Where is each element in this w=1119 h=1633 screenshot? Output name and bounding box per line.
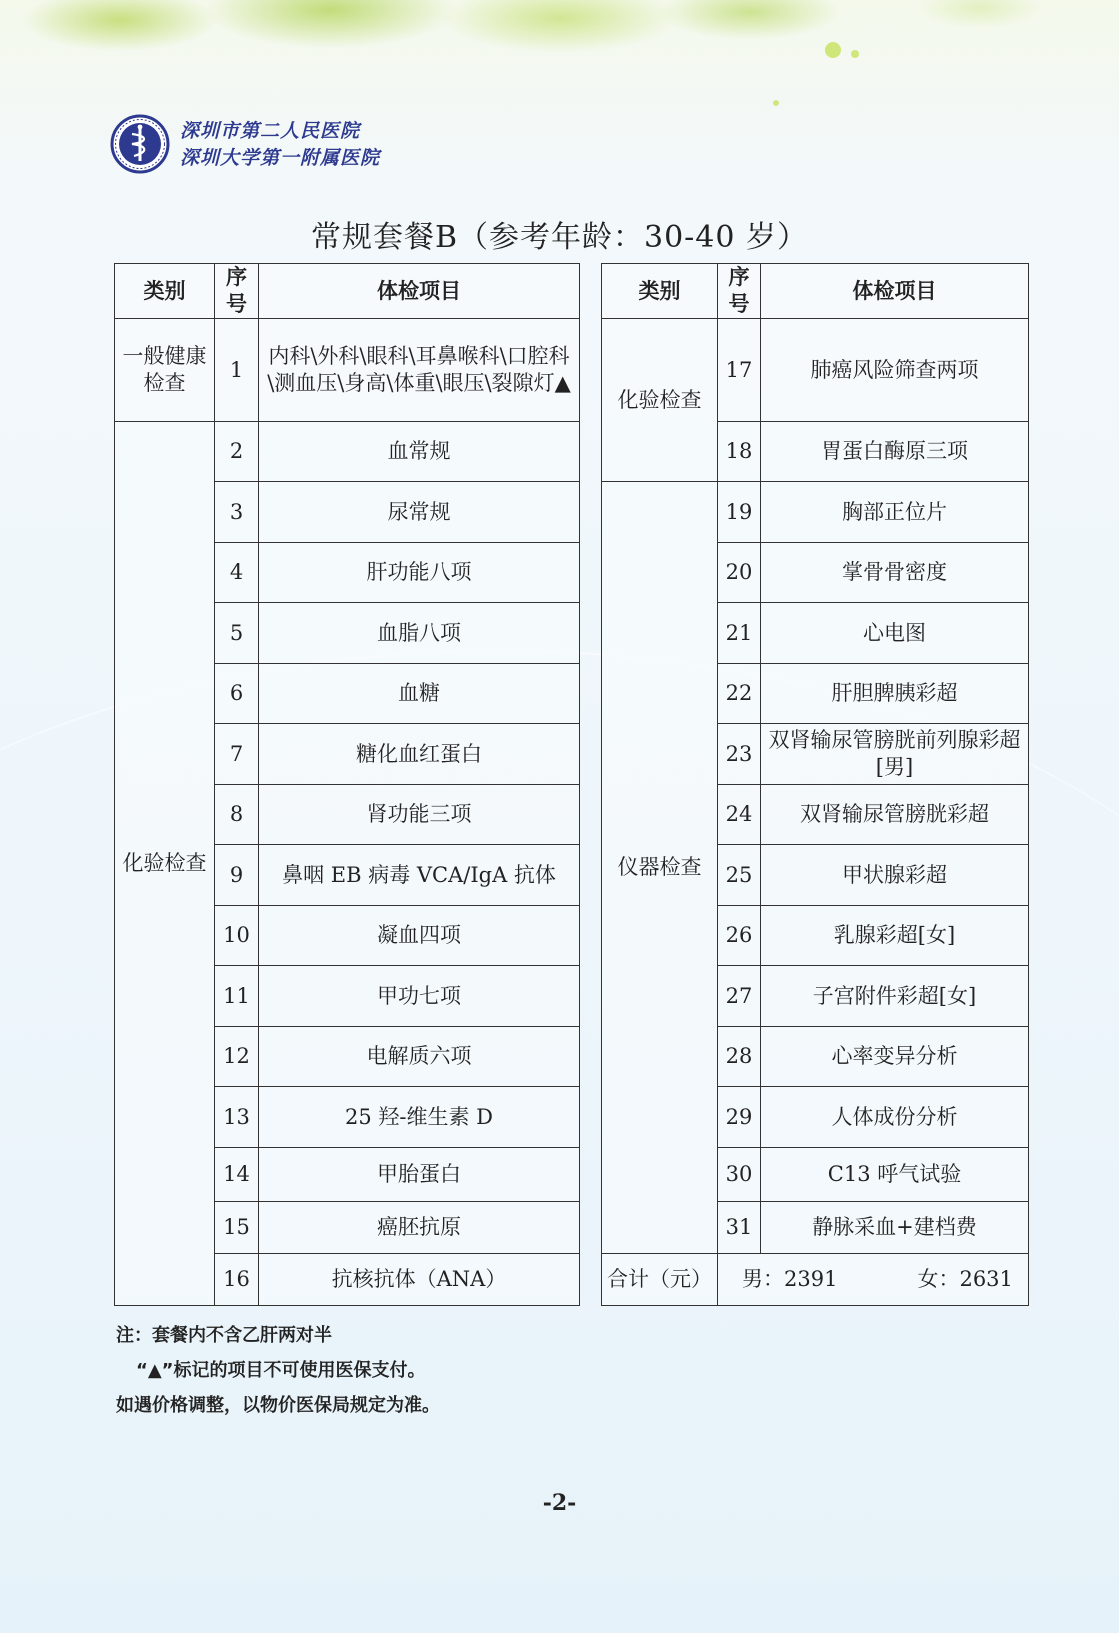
item-seq: 23 <box>718 724 761 785</box>
item-name: 心电图 <box>761 603 1029 664</box>
hospital-name-2: 深圳大学第一附属医院 <box>180 147 381 169</box>
item-seq: 28 <box>718 1027 761 1087</box>
item-name: C13 呼气试验 <box>761 1148 1029 1202</box>
item-name: 双肾输尿管膀胱彩超 <box>761 785 1029 845</box>
item-seq: 6 <box>215 664 259 724</box>
item-seq: 17 <box>718 319 761 422</box>
item-seq: 11 <box>215 966 259 1027</box>
item-name: 癌胚抗原 <box>259 1202 580 1254</box>
item-name: 胸部正位片 <box>761 482 1029 543</box>
category-general-health: 一般健康检查 <box>115 319 215 422</box>
item-seq: 16 <box>215 1254 259 1306</box>
total-female-price: 女：2631 <box>917 1267 1013 1291</box>
item-name: 抗核抗体（ANA） <box>259 1254 580 1306</box>
decorative-leaf-band <box>0 0 1119 90</box>
page-title: 常规套餐B（参考年龄：30-40 岁） <box>310 220 809 255</box>
item-name: 凝血四项 <box>259 906 580 966</box>
hospital-name-1: 深圳市第二人民医院 <box>180 120 361 142</box>
item-name: 心率变异分析 <box>761 1027 1029 1087</box>
item-seq: 12 <box>215 1027 259 1087</box>
item-name: 胃蛋白酶原三项 <box>761 422 1029 482</box>
total-prices <box>718 1254 1029 1306</box>
item-seq: 3 <box>215 482 259 543</box>
exam-table-right <box>601 263 1029 1306</box>
item-seq: 15 <box>215 1202 259 1254</box>
item-seq: 30 <box>718 1148 761 1202</box>
category-lab-tests: 化验检查 <box>602 319 718 482</box>
item-seq: 1 <box>215 319 259 422</box>
item-name: 双肾输尿管膀胱前列腺彩超[男] <box>761 724 1029 785</box>
decorative-dot <box>773 100 779 106</box>
item-name: 甲状腺彩超 <box>761 845 1029 906</box>
header-category: 类别 <box>602 264 718 319</box>
exam-table-left <box>114 263 580 1306</box>
item-name: 血脂八项 <box>259 603 580 664</box>
item-name: 电解质六项 <box>259 1027 580 1087</box>
page-number: -2- <box>542 1490 577 1516</box>
item-name: 内科\外科\眼科\耳鼻喉科\口腔科\测血压\身高\体重\眼压\裂隙灯▲ <box>259 319 580 422</box>
header-category: 类别 <box>115 264 215 319</box>
category-instrument-exams: 仪器检查 <box>602 482 718 1254</box>
item-seq: 9 <box>215 845 259 906</box>
item-name: 肝胆脾胰彩超 <box>761 664 1029 724</box>
item-name: 鼻咽 EB 病毒 VCA/IgA 抗体 <box>259 845 580 906</box>
item-name: 肺癌风险筛查两项 <box>761 319 1029 422</box>
note-line: 如遇价格调整，以物价医保局规定为准。 <box>116 1395 440 1416</box>
item-name: 血糖 <box>259 664 580 724</box>
item-seq: 21 <box>718 603 761 664</box>
item-name: 甲功七项 <box>259 966 580 1027</box>
item-name: 人体成份分析 <box>761 1087 1029 1148</box>
total-label: 合计（元） <box>602 1254 718 1306</box>
item-seq: 18 <box>718 422 761 482</box>
header-item: 体检项目 <box>761 264 1029 319</box>
item-seq: 29 <box>718 1087 761 1148</box>
item-name: 静脉采血+建档费 <box>761 1202 1029 1254</box>
note-line: “▲”标记的项目不可使用医保支付。 <box>136 1360 426 1381</box>
category-lab-tests: 化验检查 <box>115 422 215 1306</box>
decorative-dot <box>825 42 841 58</box>
item-seq: 13 <box>215 1087 259 1148</box>
item-seq: 8 <box>215 785 259 845</box>
item-name: 肝功能八项 <box>259 543 580 603</box>
item-name: 肾功能三项 <box>259 785 580 845</box>
item-seq: 27 <box>718 966 761 1027</box>
decorative-dot <box>851 50 859 58</box>
item-name: 糖化血红蛋白 <box>259 724 580 785</box>
hospital-logo-icon <box>110 114 170 174</box>
item-name: 掌骨骨密度 <box>761 543 1029 603</box>
item-name: 甲胎蛋白 <box>259 1148 580 1202</box>
header-seq: 序号 <box>215 264 259 319</box>
item-seq: 5 <box>215 603 259 664</box>
item-seq: 24 <box>718 785 761 845</box>
item-name: 乳腺彩超[女] <box>761 906 1029 966</box>
notes <box>116 1318 440 1423</box>
total-male-price: 男：2391 <box>742 1267 838 1291</box>
item-seq: 31 <box>718 1202 761 1254</box>
item-seq: 10 <box>215 906 259 966</box>
hospital-names <box>180 118 380 172</box>
item-seq: 4 <box>215 543 259 603</box>
item-seq: 2 <box>215 422 259 482</box>
item-name: 血常规 <box>259 422 580 482</box>
item-name: 25 羟-维生素 D <box>259 1087 580 1148</box>
item-seq: 19 <box>718 482 761 543</box>
item-seq: 25 <box>718 845 761 906</box>
item-seq: 20 <box>718 543 761 603</box>
item-name: 尿常规 <box>259 482 580 543</box>
item-seq: 22 <box>718 664 761 724</box>
item-seq: 26 <box>718 906 761 966</box>
item-seq: 14 <box>215 1148 259 1202</box>
note-line: 注：套餐内不含乙肝两对半 <box>116 1325 332 1346</box>
header-seq: 序号 <box>718 264 761 319</box>
header-item: 体检项目 <box>259 264 580 319</box>
item-seq: 7 <box>215 724 259 785</box>
item-name: 子宫附件彩超[女] <box>761 966 1029 1027</box>
